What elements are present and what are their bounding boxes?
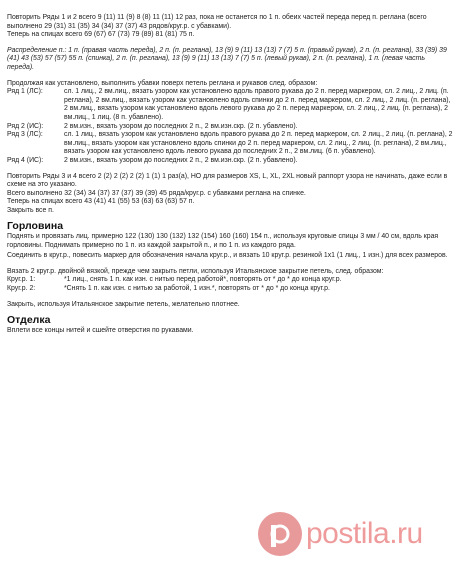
row-label: Ряд 1 (ЛС): bbox=[7, 88, 43, 96]
postila-logo-icon bbox=[258, 512, 302, 556]
watermark-text: postila.ru bbox=[306, 517, 423, 550]
row-text: 2 вм.изн., вязать узором до последних 2 п., 2 вм.изн.скр. (2 п. убавлено). bbox=[64, 156, 298, 164]
after-paragraph: Повторить Ряды 3 и 4 всего 2 (2) 2 (2) 2 (2) 1 (1) 1 раз(а), НО для размеров XS, L, XL, 2XL новый раппорт узора не начинать, даже если в схеме на это указано. Всего выполнено 32 (34) 34 (37) 37 (37) 39 (39) 45 ряда/круг.р. с убавками реглана на спинке. Теперь на спицах всего 43 (41) 41 (55) 53 (63) 63 (63) 57 п. Закрыть все п. bbox=[7, 172, 448, 214]
row-text: сл. 1 лиц., 2 вм.лиц., вязать узором как установлено вдоль правого рукава до 2 п. перед маркером, сл. 2 лиц., 2 лиц. (п. реглана), 2 вм.лиц., вязать узором как установлено вдоль спинки до 2 п. перед маркером, сл. 2 лиц., 2 лиц. (п. реглана), 2 вм.лиц., вязать узором как установлено вдоль левого рукава до 2 п. перед маркером, сл. 2 лиц., 2 лиц. (п. реглана), 2 вм.лиц., 1 лиц. (8 п. убавлено). bbox=[64, 88, 451, 121]
neck-paragraph-4: Закрыть, используя Итальянское закрытие петель, желательно плотнее. bbox=[7, 300, 240, 308]
round-1 bbox=[7, 276, 453, 285]
decrease-intro: Продолжая как установлено, выполнить убавки поверх петель реглана и рукавов след. образом: bbox=[7, 79, 318, 87]
row-3 bbox=[7, 131, 453, 157]
round-2 bbox=[7, 285, 453, 294]
row-label: Ряд 2 (ИС): bbox=[7, 122, 44, 130]
round-text: *Снять 1 п. как изн. с нитью за работой, 1 изн.*, повторять от * до * до конца круг.р. bbox=[64, 285, 330, 293]
row-text: 2 вм.изн., вязать узором до последних 2 п., 2 вм.изн.скр. (2 п. убавлено). bbox=[64, 122, 298, 130]
intro-paragraph-1: Повторить Ряды 1 и 2 всего 9 (11) 11 (9) 8 (8) 11 (11) 12 раз, пока не останется по 1 п. обеих частей переда перед п. реглана (всего выполнено 29 (31) 31 (35) 34 (34) 37 (37) 43 рядов/круг.р. с убавками). Теперь на спицах всего 69 (67) 67 (73) 79 (89) 81 (81) 75 п. bbox=[7, 14, 427, 39]
neck-heading: Горловина bbox=[7, 220, 64, 233]
watermark bbox=[258, 512, 423, 556]
neck-paragraph-3: Вязать 2 круг.р. двойной вязкой, прежде чем закрыть петли, используя Итальянское закрытие петель, след. образом: bbox=[7, 267, 384, 275]
row-4 bbox=[7, 157, 453, 166]
row-text: сл. 1 лиц., вязать узором как установлено вдоль правого рукава до 2 п. перед маркером, сл. 2 лиц., 2 лиц. (п. реглана), 2 вм.лиц., вязать узором как установлено вдоль спинки до 2 п. перед маркером, сл. 2 лиц., 2 лиц. (п. реглана), 2 вм.лиц., вязать узором как установлено вдоль левого рукава до последних 2 п., 2 вм.лиц. (6 п. убавлено). bbox=[64, 131, 453, 156]
round-text: *1 лиц., снять 1 п. как изн. с нитью перед работой*, повторять от * до * до конца круг.р. bbox=[64, 276, 342, 284]
decrease-rows bbox=[7, 80, 453, 166]
stitch-distribution: Распределение п.: 1 п. (правая часть переда), 2 п. (п. реглана), 13 (9) 9 (11) 13 (13) 7 (7) 5 п. (правый рукав), 2 п. (п. реглана), 33 (39) 39 (41) 43 (53) 57 (57) 55 п. (спинка), 2 п. (п. реглана), 13 (9) 9 (11) 13 (13) 7 (7) 5 п. (левый рукав), 2 п. (п. реглана), 1 п. (левая часть переда). bbox=[7, 46, 447, 71]
round-label: Круг.р. 2: bbox=[7, 285, 36, 293]
round-label: Круг.р. 1: bbox=[7, 276, 36, 284]
neck-rounds bbox=[7, 268, 453, 294]
row-1 bbox=[7, 88, 453, 122]
row-2 bbox=[7, 123, 453, 132]
row-label: Ряд 3 (ЛС): bbox=[7, 131, 43, 139]
finishing-paragraph: Вплети все концы нитей и сшейте отверстия по рукавами. bbox=[7, 326, 194, 334]
row-label: Ряд 4 (ИС): bbox=[7, 156, 44, 164]
document-body bbox=[7, 14, 453, 342]
neck-paragraph-2: Соединить в круг.р., повесить маркер для обозначения начала круг.р., и вязать 10 круг.р. резинкой 1х1 (1 лиц., 1 изн.) для всех размеров. bbox=[7, 252, 448, 260]
neck-paragraph-1: Поднять и провязать лиц. примерно 122 (130) 130 (132) 132 (154) 160 (160) 154 п., используя круговые спицы 3 мм / 40 см, вдоль края горловины. Поднимать примерно по 1 п. из каждой закрытой п., и по 1 п. из каждого ряда. bbox=[7, 233, 439, 249]
finishing-heading: Отделка bbox=[7, 314, 51, 327]
